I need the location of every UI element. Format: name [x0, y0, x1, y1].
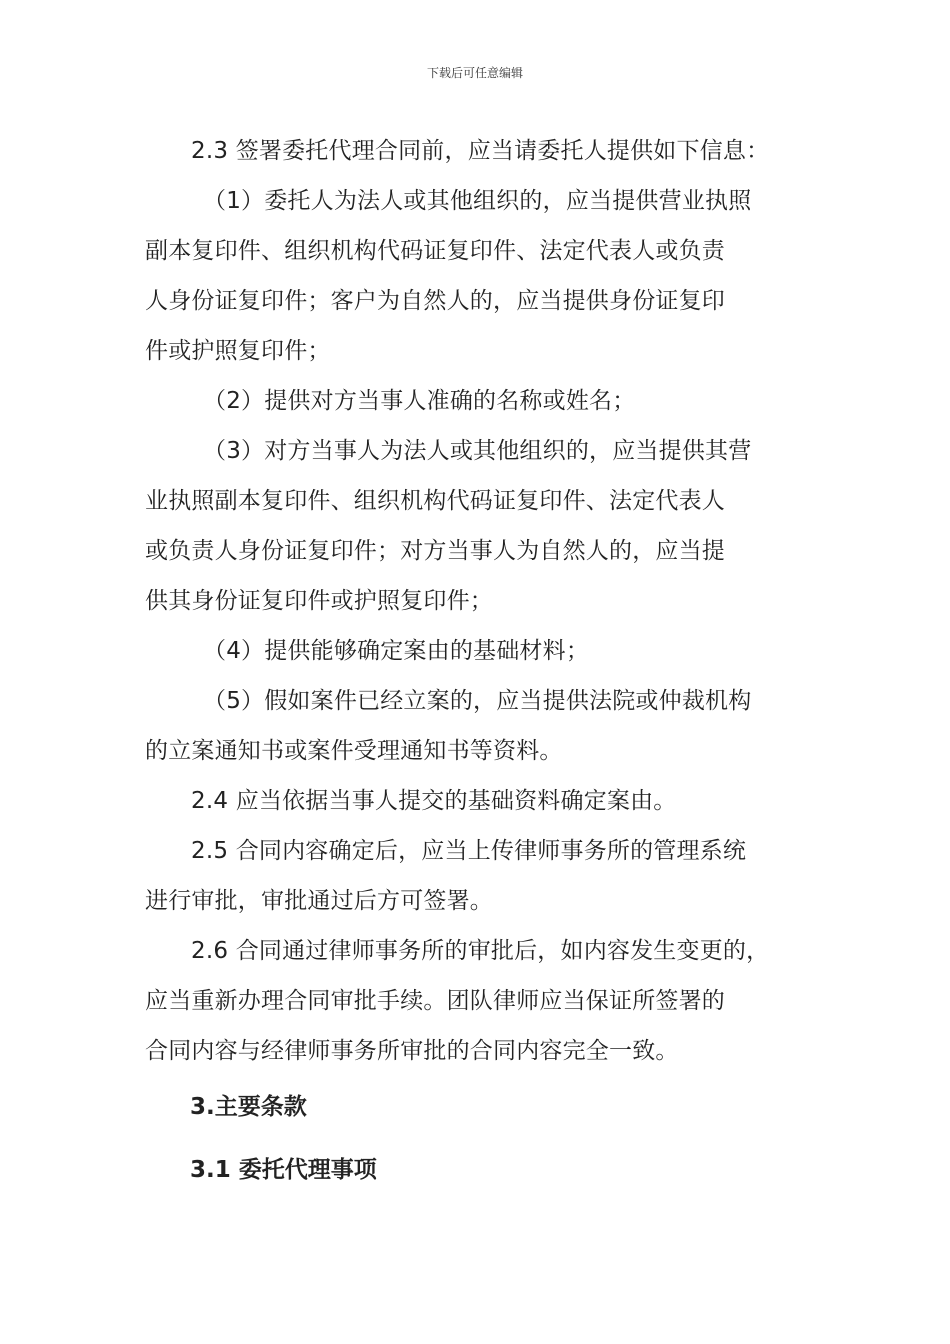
clause-3-line-4: 供其身份证复印件或护照复印件；	[145, 588, 493, 614]
clause-4: （4）提供能够确定案由的基础材料；	[203, 638, 590, 664]
paragraph-2-5-line-2: 进行审批，审批通过后方可签署。	[145, 888, 493, 914]
clause-5-line-2: 的立案通知书或案件受理通知书等资料。	[145, 738, 563, 764]
paragraph-2-6-line-3: 合同内容与经律师事务所审批的合同内容完全一致。	[145, 1038, 679, 1064]
document-body	[145, 126, 805, 1076]
clause-3-line-3: 或负责人身份证复印件；对方当事人为自然人的，应当提	[145, 538, 725, 564]
section-heading-3: 3.主要条款	[190, 1094, 307, 1120]
section-heading-3-1: 3.1 委托代理事项	[190, 1157, 377, 1183]
paragraph-2-3: 2.3 签署委托代理合同前，应当请委托人提供如下信息：	[191, 138, 770, 164]
clause-2: （2）提供对方当事人准确的名称或姓名；	[203, 388, 636, 414]
clause-5-line-1: （5）假如案件已经立案的，应当提供法院或仲裁机构	[203, 688, 752, 714]
page-header: 下载后可任意编辑	[426, 66, 523, 80]
clause-1-line-1: （1）委托人为法人或其他组织的，应当提供营业执照	[203, 188, 752, 214]
paragraph-2-5-line-1: 2.5 合同内容确定后，应当上传律师事务所的管理系统	[191, 838, 747, 864]
paragraph-2-6-line-2: 应当重新办理合同审批手续。团队律师应当保证所签署的	[145, 988, 725, 1014]
clause-1-line-3: 人身份证复印件；客户为自然人的，应当提供身份证复印	[145, 288, 725, 314]
clause-1-line-2: 副本复印件、组织机构代码证复印件、法定代表人或负责	[145, 238, 725, 264]
clause-1-line-4: 件或护照复印件；	[145, 338, 331, 364]
paragraph-2-6-line-1: 2.6 合同通过律师事务所的审批后，如内容发生变更的，	[191, 938, 770, 964]
clause-3-line-1: （3）对方当事人为法人或其他组织的，应当提供其营	[203, 438, 752, 464]
paragraph-2-4: 2.4 应当依据当事人提交的基础资料确定案由。	[191, 788, 677, 814]
clause-3-line-2: 业执照副本复印件、组织机构代码证复印件、法定代表人	[145, 488, 725, 514]
